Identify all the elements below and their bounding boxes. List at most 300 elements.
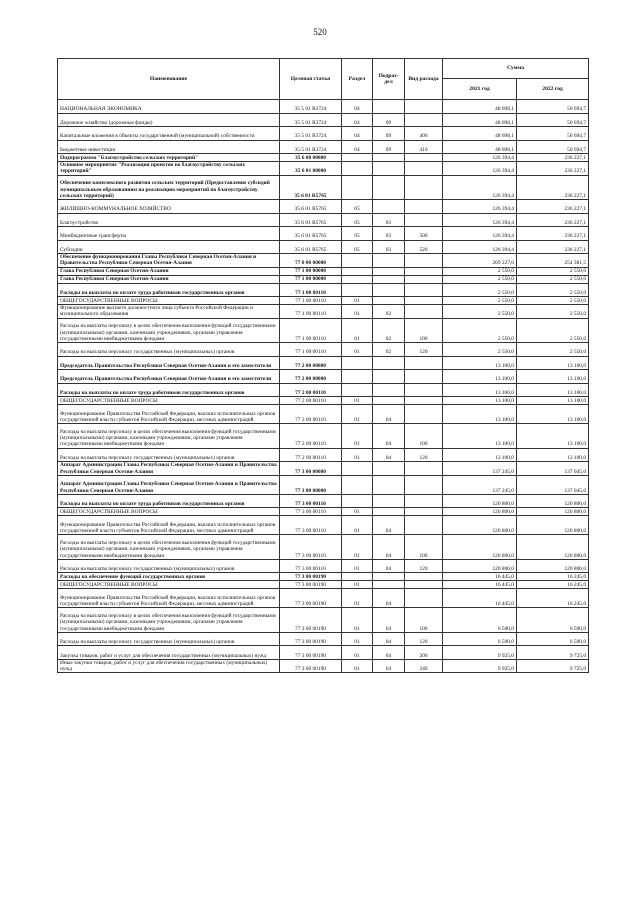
row-section: 01 bbox=[342, 397, 373, 405]
row-expense-type bbox=[405, 200, 443, 214]
table-row bbox=[58, 100, 589, 114]
row-name: Дорожное хозяйство (дорожные фонды) bbox=[58, 113, 280, 127]
row-sum-2022: 13 100,0 bbox=[517, 383, 589, 397]
row-target-code: 77 2 00 00110 bbox=[280, 424, 342, 449]
row-section: 04 bbox=[342, 113, 373, 127]
row-sum-2022: 120 800,0 bbox=[517, 535, 589, 560]
row-target-code: 77 3 00 00110 bbox=[280, 559, 342, 573]
table-row bbox=[58, 267, 589, 275]
row-sum-2022: 2 550,0 bbox=[517, 275, 589, 283]
row-section: 01 bbox=[342, 424, 373, 449]
row-subsection: 04 bbox=[373, 632, 405, 646]
row-subsection bbox=[373, 297, 405, 305]
row-sum-2021: 16 445,0 bbox=[443, 573, 517, 581]
row-target-code: 77 3 00 00110 bbox=[280, 508, 342, 516]
row-sum-2021: 48 698,1 bbox=[443, 100, 517, 114]
table-row bbox=[58, 227, 589, 241]
row-name: Аппарат Администрации Главы Республики Северная Осетия-Алания и Правительства Республики Северная Осетия-Алания bbox=[58, 462, 280, 476]
row-expense-type: 120 bbox=[405, 559, 443, 573]
row-expense-type bbox=[405, 573, 443, 581]
row-expense-type bbox=[405, 154, 443, 162]
row-expense-type bbox=[405, 100, 443, 114]
row-target-code: 77 3 00 00000 bbox=[280, 462, 342, 476]
row-expense-type: 100 bbox=[405, 424, 443, 449]
table-row bbox=[58, 608, 589, 633]
row-name: ОБЩЕГОСУДАРСТВЕННЫЕ ВОПРОСЫ bbox=[58, 508, 280, 516]
row-target-code: 35 5 01 R3724 bbox=[280, 140, 342, 154]
row-target-code: 77 3 00 00110 bbox=[280, 535, 342, 560]
table-row bbox=[58, 508, 589, 516]
table-row bbox=[58, 646, 589, 660]
table-row bbox=[58, 405, 589, 424]
row-section: 01 bbox=[342, 559, 373, 573]
row-sum-2021: 137 245,0 bbox=[443, 475, 517, 494]
row-sum-2022: 236 227,1 bbox=[517, 154, 589, 162]
row-sum-2022: 2 550,0 bbox=[517, 267, 589, 275]
row-name: НАЦИОНАЛЬНАЯ ЭКОНОМИКА bbox=[58, 100, 280, 114]
row-target-code: 77 1 00 00110 bbox=[280, 297, 342, 305]
row-expense-type: 200 bbox=[405, 646, 443, 660]
row-section bbox=[342, 383, 373, 397]
row-expense-type bbox=[405, 113, 443, 127]
table-row bbox=[58, 213, 589, 227]
row-sum-2022: 16 245,0 bbox=[517, 581, 589, 589]
row-section: 01 bbox=[342, 646, 373, 660]
row-name: ОБЩЕГОСУДАРСТВЕННЫЕ ВОПРОСЫ bbox=[58, 297, 280, 305]
row-target-code: 77 3 00 00190 bbox=[280, 573, 342, 581]
row-name: Расходы на выплаты персоналу государственных (муниципальных) органов bbox=[58, 632, 280, 646]
row-section: 01 bbox=[342, 508, 373, 516]
row-name: Закупка товаров, работ и услуг для обеспечения государственных (муниципальных) нужд bbox=[58, 646, 280, 660]
row-section: 01 bbox=[342, 305, 373, 319]
row-expense-type: 500 bbox=[405, 227, 443, 241]
row-expense-type bbox=[405, 383, 443, 397]
header-year-2021: 2021 год bbox=[443, 79, 517, 100]
row-target-code: 35 5 01 R3724 bbox=[280, 127, 342, 141]
row-section: 01 bbox=[342, 516, 373, 535]
row-sum-2021: 48 698,1 bbox=[443, 140, 517, 154]
row-subsection: 09 bbox=[373, 140, 405, 154]
row-section bbox=[342, 254, 373, 268]
row-section bbox=[342, 154, 373, 162]
row-sum-2022: 137 045,0 bbox=[517, 462, 589, 476]
row-sum-2022: 236 227,1 bbox=[517, 162, 589, 176]
table-row bbox=[58, 305, 589, 319]
row-expense-type bbox=[405, 397, 443, 405]
row-section bbox=[342, 283, 373, 297]
row-section: 01 bbox=[342, 448, 373, 462]
row-target-code: 77 2 00 00110 bbox=[280, 448, 342, 462]
row-sum-2022: 2 550,0 bbox=[517, 297, 589, 305]
row-target-code: 35 6 01 R5765 bbox=[280, 200, 342, 214]
table-row bbox=[58, 559, 589, 573]
row-sum-2021: 2 550,0 bbox=[443, 305, 517, 319]
row-subsection: 04 bbox=[373, 559, 405, 573]
table-row bbox=[58, 535, 589, 560]
row-sum-2021: 126 394,4 bbox=[443, 175, 517, 200]
row-sum-2022: 120 800,0 bbox=[517, 508, 589, 516]
row-expense-type bbox=[405, 405, 443, 424]
row-subsection bbox=[373, 475, 405, 494]
row-subsection: 09 bbox=[373, 113, 405, 127]
row-sum-2021: 9 925,0 bbox=[443, 659, 517, 673]
row-subsection: 02 bbox=[373, 305, 405, 319]
row-target-code: 77 2 00 00110 bbox=[280, 405, 342, 424]
row-target-code: 35 6 00 00000 bbox=[280, 154, 342, 162]
table-row bbox=[58, 254, 589, 268]
row-sum-2022: 9 725,0 bbox=[517, 646, 589, 660]
row-sum-2021: 126 394,4 bbox=[443, 213, 517, 227]
row-name: Межбюджетные трансферты bbox=[58, 227, 280, 241]
row-target-code: 77 1 00 00110 bbox=[280, 343, 342, 357]
row-section: 01 bbox=[342, 535, 373, 560]
row-sum-2021: 16 445,0 bbox=[443, 589, 517, 608]
row-sum-2021: 120 800,0 bbox=[443, 494, 517, 508]
row-sum-2022: 2 550,0 bbox=[517, 283, 589, 297]
table-row bbox=[58, 154, 589, 162]
row-subsection bbox=[373, 397, 405, 405]
row-subsection: 02 bbox=[373, 343, 405, 357]
row-expense-type bbox=[405, 516, 443, 535]
row-subsection: 09 bbox=[373, 127, 405, 141]
table-row bbox=[58, 659, 589, 673]
row-section: 01 bbox=[342, 608, 373, 633]
row-section: 04 bbox=[342, 127, 373, 141]
row-section: 01 bbox=[342, 589, 373, 608]
row-expense-type bbox=[405, 283, 443, 297]
row-name: ЖИЛИЩНО-КОММУНАЛЬНОЕ ХОЗЯЙСТВО bbox=[58, 200, 280, 214]
table-row bbox=[58, 175, 589, 200]
table-row bbox=[58, 573, 589, 581]
row-sum-2021: 126 394,4 bbox=[443, 200, 517, 214]
table-row bbox=[58, 113, 589, 127]
table-row bbox=[58, 162, 589, 176]
row-sum-2021: 137 245,0 bbox=[443, 462, 517, 476]
table-row bbox=[58, 240, 589, 254]
row-expense-type bbox=[405, 356, 443, 370]
row-target-code: 77 3 00 00190 bbox=[280, 589, 342, 608]
row-sum-2022: 50 694,7 bbox=[517, 100, 589, 114]
table-row bbox=[58, 318, 589, 343]
row-target-code: 35 5 01 R3724 bbox=[280, 100, 342, 114]
row-sum-2021: 9 925,0 bbox=[443, 646, 517, 660]
header-expense-type: Вид расхода bbox=[405, 59, 443, 100]
row-sum-2021: 126 394,4 bbox=[443, 154, 517, 162]
row-name: Глава Республики Северная Осетия-Алания bbox=[58, 275, 280, 283]
row-target-code: 77 2 00 00110 bbox=[280, 397, 342, 405]
table-row bbox=[58, 200, 589, 214]
row-sum-2022: 16 245,0 bbox=[517, 589, 589, 608]
row-expense-type bbox=[405, 275, 443, 283]
row-section bbox=[342, 267, 373, 275]
row-sum-2021: 269 227,6 bbox=[443, 254, 517, 268]
row-sum-2021: 48 698,1 bbox=[443, 113, 517, 127]
row-sum-2022: 13 100,0 bbox=[517, 448, 589, 462]
row-name: Субсидии bbox=[58, 240, 280, 254]
row-name: Бюджетные инвестиции bbox=[58, 140, 280, 154]
row-sum-2022: 254 381,5 bbox=[517, 254, 589, 268]
row-target-code: 77 1 00 00000 bbox=[280, 267, 342, 275]
row-section bbox=[342, 275, 373, 283]
row-expense-type: 520 bbox=[405, 240, 443, 254]
row-sum-2022: 50 694,7 bbox=[517, 140, 589, 154]
row-section: 01 bbox=[342, 318, 373, 343]
row-section bbox=[342, 162, 373, 176]
row-sum-2022: 120 800,0 bbox=[517, 494, 589, 508]
row-sum-2022: 236 227,1 bbox=[517, 240, 589, 254]
row-target-code: 77 2 00 00000 bbox=[280, 356, 342, 370]
table-row bbox=[58, 462, 589, 476]
row-section bbox=[342, 494, 373, 508]
row-name: Расходы на выплаты персоналу в целях обеспечения выполнения функций государственными (муниципальными) органами, казенными учреждениями, органами управления государственными внебюджетными фондами bbox=[58, 424, 280, 449]
row-section: 01 bbox=[342, 632, 373, 646]
row-target-code: 77 3 00 00190 bbox=[280, 646, 342, 660]
row-target-code: 77 2 00 00110 bbox=[280, 383, 342, 397]
row-subsection bbox=[373, 383, 405, 397]
row-subsection: 03 bbox=[373, 213, 405, 227]
row-target-code: 77 1 00 00000 bbox=[280, 275, 342, 283]
row-target-code: 77 3 00 00190 bbox=[280, 608, 342, 633]
row-name: Расходы на выплаты по оплате труда работников государственных органов bbox=[58, 494, 280, 508]
row-subsection bbox=[373, 356, 405, 370]
row-name: Расходы на выплаты персоналу в целях обеспечения выполнения функций государственными (муниципальными) органами, казенными учреждениями, органами управления государственными внебюджетными фондами bbox=[58, 608, 280, 633]
row-name: Функционирование Правительства Российской Федерации, высших исполнительных органов государственной власти субъектов Российской Федерации, местных администраций bbox=[58, 589, 280, 608]
row-expense-type bbox=[405, 589, 443, 608]
row-sum-2021: 6 500,0 bbox=[443, 608, 517, 633]
row-expense-type bbox=[405, 581, 443, 589]
row-sum-2021: 48 698,1 bbox=[443, 127, 517, 141]
row-subsection bbox=[373, 175, 405, 200]
row-section: 05 bbox=[342, 200, 373, 214]
row-sum-2022: 6 500,0 bbox=[517, 608, 589, 633]
row-sum-2022: 236 227,1 bbox=[517, 227, 589, 241]
budget-table bbox=[57, 58, 589, 673]
row-name: Функционирование Правительства Российской Федерации, высших исполнительных органов государственной власти субъектов Российской Федерации, местных администраций bbox=[58, 516, 280, 535]
row-target-code: 77 3 00 00190 bbox=[280, 581, 342, 589]
row-expense-type: 240 bbox=[405, 659, 443, 673]
row-subsection bbox=[373, 573, 405, 581]
row-name: Благоустройство bbox=[58, 213, 280, 227]
row-name: Расходы на обеспечение функций государственных органов bbox=[58, 573, 280, 581]
row-sum-2021: 6 500,0 bbox=[443, 632, 517, 646]
row-name: Функционирование Правительства Российской Федерации, высших исполнительных органов государственной власти субъектов Российской Федерации, местных администраций bbox=[58, 405, 280, 424]
row-section: 01 bbox=[342, 343, 373, 357]
row-sum-2022: 6 500,0 bbox=[517, 632, 589, 646]
row-target-code: 77 3 00 00190 bbox=[280, 659, 342, 673]
row-name: Обеспечение функционирования Главы Республики Северная Осетия-Алания и Правительства Республики Северная Осетия-Алания bbox=[58, 254, 280, 268]
row-section: 01 bbox=[342, 405, 373, 424]
row-section bbox=[342, 573, 373, 581]
table-row bbox=[58, 475, 589, 494]
header-sum: Сумма bbox=[443, 59, 589, 79]
row-subsection: 04 bbox=[373, 589, 405, 608]
row-sum-2022: 50 694,7 bbox=[517, 127, 589, 141]
row-subsection bbox=[373, 162, 405, 176]
table-row bbox=[58, 397, 589, 405]
row-sum-2022: 137 045,0 bbox=[517, 475, 589, 494]
row-subsection bbox=[373, 200, 405, 214]
row-subsection: 03 bbox=[373, 240, 405, 254]
row-section: 01 bbox=[342, 581, 373, 589]
page-number: 520 bbox=[313, 27, 327, 37]
row-sum-2021: 2 550,0 bbox=[443, 343, 517, 357]
row-sum-2022: 13 100,0 bbox=[517, 405, 589, 424]
row-expense-type bbox=[405, 175, 443, 200]
table-row bbox=[58, 140, 589, 154]
row-expense-type bbox=[405, 297, 443, 305]
row-target-code: 35 6 01 R5765 bbox=[280, 213, 342, 227]
row-name: Расходы на выплаты по оплате труда работников государственных органов bbox=[58, 383, 280, 397]
table-row bbox=[58, 343, 589, 357]
table-row bbox=[58, 581, 589, 589]
row-target-code: 77 3 00 00110 bbox=[280, 516, 342, 535]
row-sum-2021: 120 800,0 bbox=[443, 559, 517, 573]
row-sum-2021: 120 800,0 bbox=[443, 516, 517, 535]
row-sum-2021: 13 100,0 bbox=[443, 383, 517, 397]
row-name: Глава Республики Северная Осетия-Алания bbox=[58, 267, 280, 275]
row-expense-type: 100 bbox=[405, 535, 443, 560]
row-sum-2021: 126 394,4 bbox=[443, 162, 517, 176]
row-sum-2022: 9 725,0 bbox=[517, 659, 589, 673]
row-sum-2021: 126 394,4 bbox=[443, 227, 517, 241]
table-row bbox=[58, 297, 589, 305]
row-subsection: 04 bbox=[373, 646, 405, 660]
table-row bbox=[58, 424, 589, 449]
header-subsection: Подраз-дел bbox=[373, 59, 405, 100]
row-expense-type bbox=[405, 462, 443, 476]
row-subsection bbox=[373, 267, 405, 275]
table-row bbox=[58, 448, 589, 462]
row-sum-2021: 2 550,0 bbox=[443, 318, 517, 343]
row-name: Подпрограмма "Благоустройство сельских территорий" bbox=[58, 154, 280, 162]
row-subsection bbox=[373, 370, 405, 384]
row-target-code: 77 0 00 00000 bbox=[280, 254, 342, 268]
table-row bbox=[58, 589, 589, 608]
row-sum-2022: 236 227,1 bbox=[517, 200, 589, 214]
row-sum-2022: 13 100,0 bbox=[517, 424, 589, 449]
table-row bbox=[58, 283, 589, 297]
row-subsection: 04 bbox=[373, 424, 405, 449]
row-sum-2021: 2 550,0 bbox=[443, 275, 517, 283]
row-subsection bbox=[373, 154, 405, 162]
row-name: Обеспечение комплексного развития сельских территорий (Предоставление субсидий муниципальным образованиям на реализацию мероприятий по благоустройству сельских территорий) bbox=[58, 175, 280, 200]
row-target-code: 77 2 00 00000 bbox=[280, 370, 342, 384]
table-body bbox=[58, 100, 589, 673]
row-sum-2022: 13 100,0 bbox=[517, 397, 589, 405]
row-target-code: 77 3 00 00110 bbox=[280, 494, 342, 508]
row-name: Расходы на выплаты персоналу государственных (муниципальных) органов bbox=[58, 559, 280, 573]
row-target-code: 77 1 00 00110 bbox=[280, 318, 342, 343]
row-section bbox=[342, 356, 373, 370]
row-name: Расходы на выплаты персоналу государственных (муниципальных) органов bbox=[58, 448, 280, 462]
row-sum-2022: 13 100,0 bbox=[517, 370, 589, 384]
row-target-code: 77 1 00 00110 bbox=[280, 305, 342, 319]
table-row bbox=[58, 494, 589, 508]
row-sum-2021: 13 100,0 bbox=[443, 356, 517, 370]
row-name: Расходы на выплаты персоналу в целях обеспечения выполнения функций государственными (муниципальными) органами, казенными учреждениями, органами управления государственными внебюджетными фондами bbox=[58, 318, 280, 343]
header-name: Наименование bbox=[58, 59, 280, 100]
row-sum-2022: 16 245,0 bbox=[517, 573, 589, 581]
row-subsection bbox=[373, 462, 405, 476]
row-section: 01 bbox=[342, 659, 373, 673]
row-sum-2021: 120 800,0 bbox=[443, 535, 517, 560]
row-name: Председатель Правительства Республики Северная Осетия-Алания и его заместители bbox=[58, 370, 280, 384]
row-expense-type bbox=[405, 267, 443, 275]
row-target-code: 77 3 00 00190 bbox=[280, 632, 342, 646]
row-section bbox=[342, 462, 373, 476]
row-name: Капитальные вложения в объекты государственной (муниципальной) собственности bbox=[58, 127, 280, 141]
row-subsection bbox=[373, 100, 405, 114]
row-expense-type: 120 bbox=[405, 343, 443, 357]
table-row bbox=[58, 383, 589, 397]
row-sum-2021: 13 100,0 bbox=[443, 448, 517, 462]
row-sum-2021: 13 100,0 bbox=[443, 397, 517, 405]
row-expense-type bbox=[405, 162, 443, 176]
row-name: Расходы на выплаты персоналу государственных (муниципальных) органов bbox=[58, 343, 280, 357]
table-row bbox=[58, 632, 589, 646]
row-subsection: 04 bbox=[373, 535, 405, 560]
table-row bbox=[58, 516, 589, 535]
row-name: Иные закупки товаров, работ и услуг для обеспечения государственных (муниципальных) нужд bbox=[58, 659, 280, 673]
row-sum-2021: 2 550,0 bbox=[443, 297, 517, 305]
row-name: ОБЩЕГОСУДАРСТВЕННЫЕ ВОПРОСЫ bbox=[58, 397, 280, 405]
row-sum-2021: 13 100,0 bbox=[443, 405, 517, 424]
row-sum-2021: 13 100,0 bbox=[443, 424, 517, 449]
row-name: Председатель Правительства Республики Северная Осетия-Алания и его заместители bbox=[58, 356, 280, 370]
row-target-code: 35 5 01 R3724 bbox=[280, 113, 342, 127]
row-expense-type: 400 bbox=[405, 127, 443, 141]
row-sum-2022: 2 550,0 bbox=[517, 343, 589, 357]
row-section: 05 bbox=[342, 227, 373, 241]
table-row bbox=[58, 356, 589, 370]
row-subsection: 04 bbox=[373, 608, 405, 633]
row-section bbox=[342, 370, 373, 384]
row-expense-type bbox=[405, 475, 443, 494]
row-sum-2021: 2 550,0 bbox=[443, 283, 517, 297]
header-section: Раздел bbox=[342, 59, 373, 100]
header-target: Целевая статья bbox=[280, 59, 342, 100]
table-row bbox=[58, 275, 589, 283]
row-sum-2021: 120 800,0 bbox=[443, 508, 517, 516]
row-subsection bbox=[373, 254, 405, 268]
table-row bbox=[58, 127, 589, 141]
row-sum-2022: 236 227,1 bbox=[517, 213, 589, 227]
row-sum-2021: 16 445,0 bbox=[443, 581, 517, 589]
row-subsection: 02 bbox=[373, 318, 405, 343]
row-expense-type: 100 bbox=[405, 608, 443, 633]
table-row bbox=[58, 370, 589, 384]
row-subsection bbox=[373, 275, 405, 283]
row-sum-2022: 2 550,0 bbox=[517, 318, 589, 343]
row-section: 04 bbox=[342, 140, 373, 154]
row-name: ОБЩЕГОСУДАРСТВЕННЫЕ ВОПРОСЫ bbox=[58, 581, 280, 589]
row-section: 05 bbox=[342, 240, 373, 254]
row-sum-2021: 2 550,0 bbox=[443, 267, 517, 275]
row-subsection: 04 bbox=[373, 448, 405, 462]
row-sum-2022: 120 800,0 bbox=[517, 516, 589, 535]
row-target-code: 35 6 01 R5765 bbox=[280, 240, 342, 254]
row-section: 01 bbox=[342, 297, 373, 305]
row-subsection bbox=[373, 494, 405, 508]
row-target-code: 77 3 00 00000 bbox=[280, 475, 342, 494]
row-expense-type bbox=[405, 305, 443, 319]
row-sum-2022: 236 227,1 bbox=[517, 175, 589, 200]
row-expense-type: 120 bbox=[405, 632, 443, 646]
row-name: Расходы на выплаты персоналу в целях обеспечения выполнения функций государственными (муниципальными) органами, казенными учреждениями, органами управления государственными внебюджетными фондами bbox=[58, 535, 280, 560]
row-sum-2021: 13 100,0 bbox=[443, 370, 517, 384]
row-name: Расходы на выплаты по оплате труда работников государственных органов bbox=[58, 283, 280, 297]
row-expense-type bbox=[405, 508, 443, 516]
